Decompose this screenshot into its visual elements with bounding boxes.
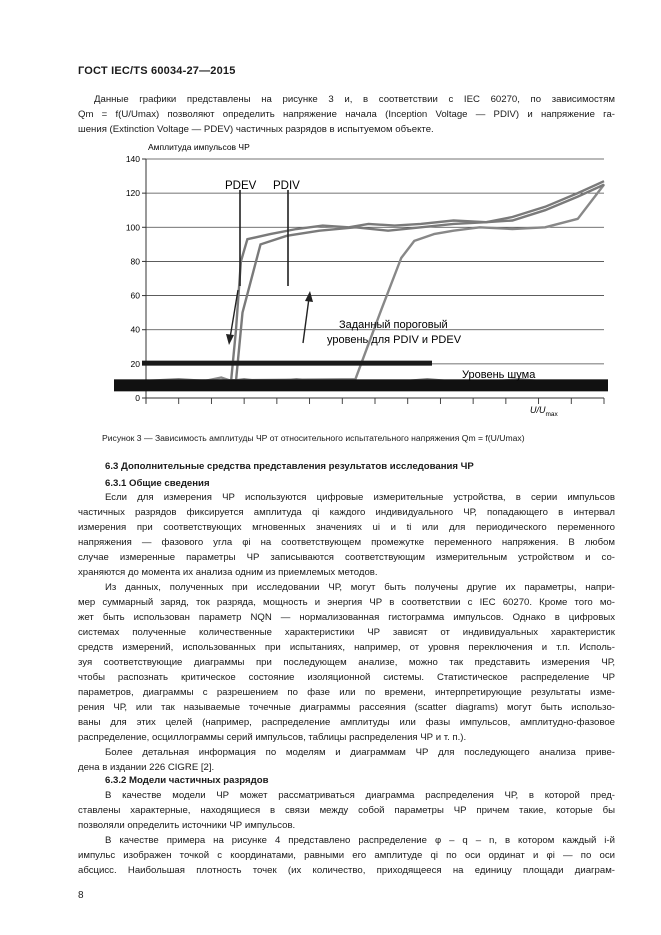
text-line: абсцисс. Наибольшая плотность точек (их количество, приходящееся на единицу площади диаграм- [78,865,615,876]
y-tick-label-40: 40 [130,324,140,335]
text-line: дена в издании 226 CIGRE [2]. [78,762,215,773]
paragraph-3 [78,745,615,775]
text-line: зуя соответствующие диаграммы при последующем анализе, можно так представить измерения ЧР, [78,657,615,668]
text-line: измерения при соответствующих мгновенных значениях ui и ti или для периодического переменного [78,522,615,533]
document-header: ГОСТ IEC/TS 60034-27—2015 [78,65,236,77]
page-number: 8 [78,890,84,901]
data-point-pdev [453,230,454,231]
pdev-label: PDEV [225,180,257,192]
figure-caption: Рисунок 3 — Зависимость амплитуды ЧР от относительного испытательного напряжения Qm = f(U/Umax) [102,433,525,443]
y-tick-label-120: 120 [125,188,140,199]
text-line: мер суммарный заряд, ток разряда, мощность и энергия ЧР в соответствии с IEC 60270. Кроме того мо- [78,597,615,608]
data-point-pdev [381,309,382,310]
y-tick-label-100: 100 [125,222,140,233]
text-line: ваны для этих целей (например, распределение амплитуды или фазы импульсов, амплитудно-фазовое [78,717,615,728]
text-line: Из данных, полученных при исследовании ЧР, могут быть получены другие их параметры, напри- [105,582,615,593]
noise-label: Уровень шума [462,369,536,381]
text-line: средств измерений, использованных при испытаниях, например, от уровня переключения и т.п. Исполь- [78,642,615,653]
text-line: В качестве примера на рисунке 4 представлено распределение φ – q – n, в котором каждый i-й [105,835,615,846]
series-group [145,181,604,381]
text-line: ставлены характерные, находящиеся в связи между собой параметры ЧР причем такие, которые бы [78,805,615,816]
data-point-pdev [545,227,546,228]
text-line: шения (Extinction Voltage — PDEV) частичных разрядов в испытуемом объекте. [78,124,434,135]
x-ticks [146,398,604,404]
data-point-pdev [479,227,480,228]
text-line: системах полученные количественные характеристики ЧР зависят от индивидуальных характеристик [78,627,615,638]
series-line-pdiv-rise [231,181,604,381]
text-line: В качестве модели ЧР может рассматриваться диаграмма распределения ЧР, в которой пред- [105,790,615,801]
figure-3-chart [90,138,610,428]
threshold-label-line-2: уровень для PDIV и PDEV [327,334,462,346]
section-6-3-heading: 6.3 Дополнительные средства представления результатов исследования ЧР [105,461,474,472]
down-arrow-head [226,334,234,345]
paragraph-5 [78,833,615,878]
pdiv-label: PDIV [273,180,300,192]
paragraph-2 [78,580,615,745]
y-tick-label-0: 0 [135,393,140,403]
data-point-pdev [433,234,434,235]
y-tick-label-80: 80 [130,256,140,267]
data-point-pdev [577,218,578,219]
x-label-sub: max [545,411,558,418]
text-line: напряжения — фазового угла φi на соответствующем промежутке переменного напряжения. В любом [78,537,615,548]
data-point-pdev [401,257,402,258]
text-line: рения ЧР, или так называемые точечные диаграммы рассеяния (scatter diagrams) могут быть использо- [78,702,615,713]
y-tick-labels [126,154,140,403]
text-line: распределение, осциллограммы серий импульсов, таблицы распределения ЧР и т. п.). [78,732,467,743]
data-point-pdiv [221,377,222,378]
text-line: параметров, диаграммы с разрешением по фазе или по времени, интерпретирующие результаты изме- [78,687,615,698]
x-label-main: U/U [530,405,546,415]
text-line: позволяли определить источники ЧР импульсов. [78,820,296,831]
section-6-3-1-heading: 6.3.1 Общие сведения [105,478,210,489]
y-tick-label-140: 140 [125,154,140,164]
threshold-level-bar [142,361,432,366]
up-arrow [303,298,309,343]
text-line: храняются до момента их анализа одним из приемлемых методов. [78,567,378,578]
threshold-label-line-1: Заданный пороговый [339,319,448,331]
intro-paragraph [78,92,615,137]
paragraph-4 [78,788,615,833]
text-line: Qm = f(U/Umax) позволяют определить напряжение начала (Inception Voltage — PDIV) и напряжение га- [78,109,615,120]
text-line: Данные графики представлены на рисунке 3 и, в соответствии с IEC 60270, по зависимостям [94,94,615,105]
section-6-3-2-heading: 6.3.2 Модели частичных разрядов [105,775,269,786]
paragraph-1 [78,490,615,580]
text-line: случае измеренные параметры ЧР записываются соответствующим измерительным устройством и со- [78,552,615,563]
data-point-pdev [512,228,513,229]
x-axis-label [530,405,559,418]
text-line: Если для измерения ЧР используются цифровые измерительные устройства, в серии импульсов [105,492,615,503]
noise-level-bar [114,379,608,391]
text-line: жет быть использован параметр NQN — нормализованная гистограмма импульсов. Однако в цифровых [78,612,615,623]
text-line: чтобы распознать критическое состояние изоляционной системы. Статистическое распределение ЧР [78,672,615,683]
text-line: импульс изображен точкой с координатами, равными его амплитуде qi по оси ординат и φi — по оси [78,850,615,861]
text-line: Более детальная информация по моделям и диаграммам ЧР для последующего анализа приве- [105,747,615,758]
y-axis-label: Амплитуда импульсов ЧР [148,142,250,152]
y-tick-label-60: 60 [130,290,140,301]
text-line: частичных разрядов фиксируется амплитуда qi каждого индивидуального ЧР, попадающего в интервал [78,507,615,518]
series-line-pdev-fall [146,185,604,381]
data-point-pdev [414,240,415,241]
up-arrow-head [305,291,313,302]
y-tick-label-20: 20 [130,358,140,369]
